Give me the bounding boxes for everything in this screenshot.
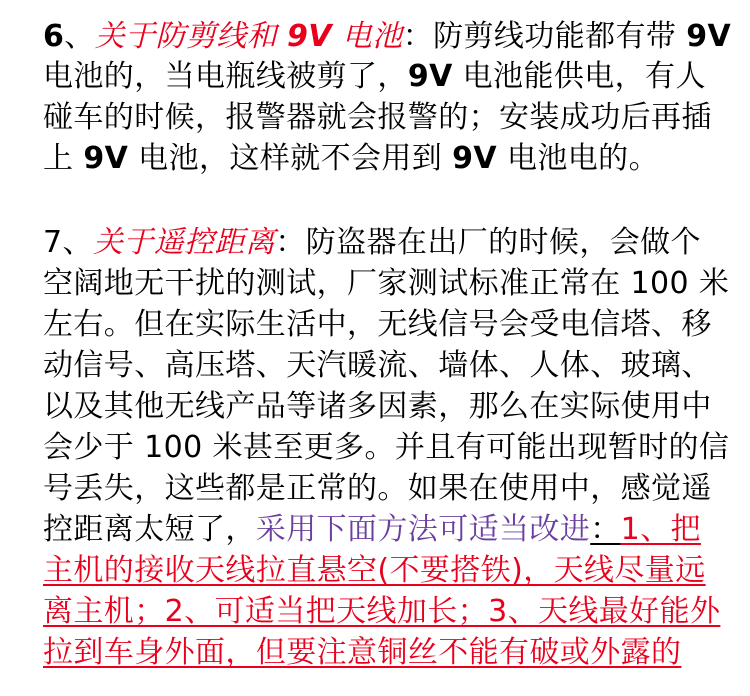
para7-line-3: 左右。但在实际生活中，无线信号会受电信塔、移: [43, 307, 712, 342]
para6-line-4: [43, 137, 743, 181]
para7-line-8: [43, 508, 743, 552]
para6-line2-b: 电池能供电，有人: [452, 59, 706, 94]
para6-line-2: [43, 55, 743, 99]
para6-line4-9v-a: 9V: [83, 141, 129, 176]
para7-line-10: 离主机；2、可适当把天线加长；3、天线最好能外: [43, 594, 721, 629]
para7-line8-colon: ：: [590, 512, 621, 547]
para7-line-7: 号丢失，这些都是正常的。如果在使用中，感觉遥: [43, 471, 712, 506]
para6-title-b: 电池: [331, 19, 403, 54]
para6-colon: ：: [402, 19, 434, 54]
para7-line-5: 以及其他无线产品等诸多因素，那么在实际使用中: [43, 389, 712, 424]
para7-line-1: [43, 221, 743, 265]
para6-line2-a: 电池的，当电瓶线被剪了，: [43, 59, 408, 94]
para7-step1-start: 1、把: [620, 512, 701, 547]
para6-number: 6: [43, 19, 65, 54]
para7-line8-black: 控距离太短了，: [43, 512, 256, 547]
para7-title: 关于遥控距离: [92, 225, 276, 260]
para6-line-3: 碰车的时候，报警器就会报警的；安装成功后再插: [43, 100, 712, 135]
para7-line-9: 主机的接收天线拉直悬空(不要搭铁)，天线尽量远: [43, 553, 706, 588]
para6-line4-c: 电池电的。: [497, 141, 659, 176]
para6-title-a: 关于防剪线和: [94, 19, 288, 54]
para7-line-6: 会少于 100 米甚至更多。并且有可能出现暂时的信: [43, 430, 730, 465]
para6-line1-9v: 9V: [686, 19, 732, 54]
para6-separator: 、: [64, 19, 95, 54]
para6-line2-9v: 9V: [407, 59, 453, 94]
para7-number: 7: [43, 225, 63, 260]
para6-line-1: [43, 15, 743, 59]
para6-line1-text: 防剪线功能都有带: [433, 19, 687, 54]
para6-line4-9v-b: 9V: [452, 141, 498, 176]
para6-title-9v: 9V: [287, 19, 332, 54]
para7-line1-text: 防盗器在出厂的时候，会做个: [305, 225, 701, 260]
para6-line4-b: 电池，这样就不会用到: [128, 141, 453, 176]
para7-line-4: 动信号、高压塔、天汽暖流、墙体、人体、玻璃、: [43, 348, 712, 383]
para7-line-11: 拉到车身外面，但要注意铜丝不能有破或外露的: [43, 635, 682, 670]
para7-line-2: 空阔地无干扰的测试，厂家测试标准正常在 100 米: [43, 266, 730, 301]
para7-colon: ：: [275, 225, 306, 260]
para7-separator: 、: [62, 225, 93, 260]
para6-line4-a: 上: [43, 141, 84, 176]
para7-improve-text: 采用下面方法可适当改进: [255, 512, 591, 547]
